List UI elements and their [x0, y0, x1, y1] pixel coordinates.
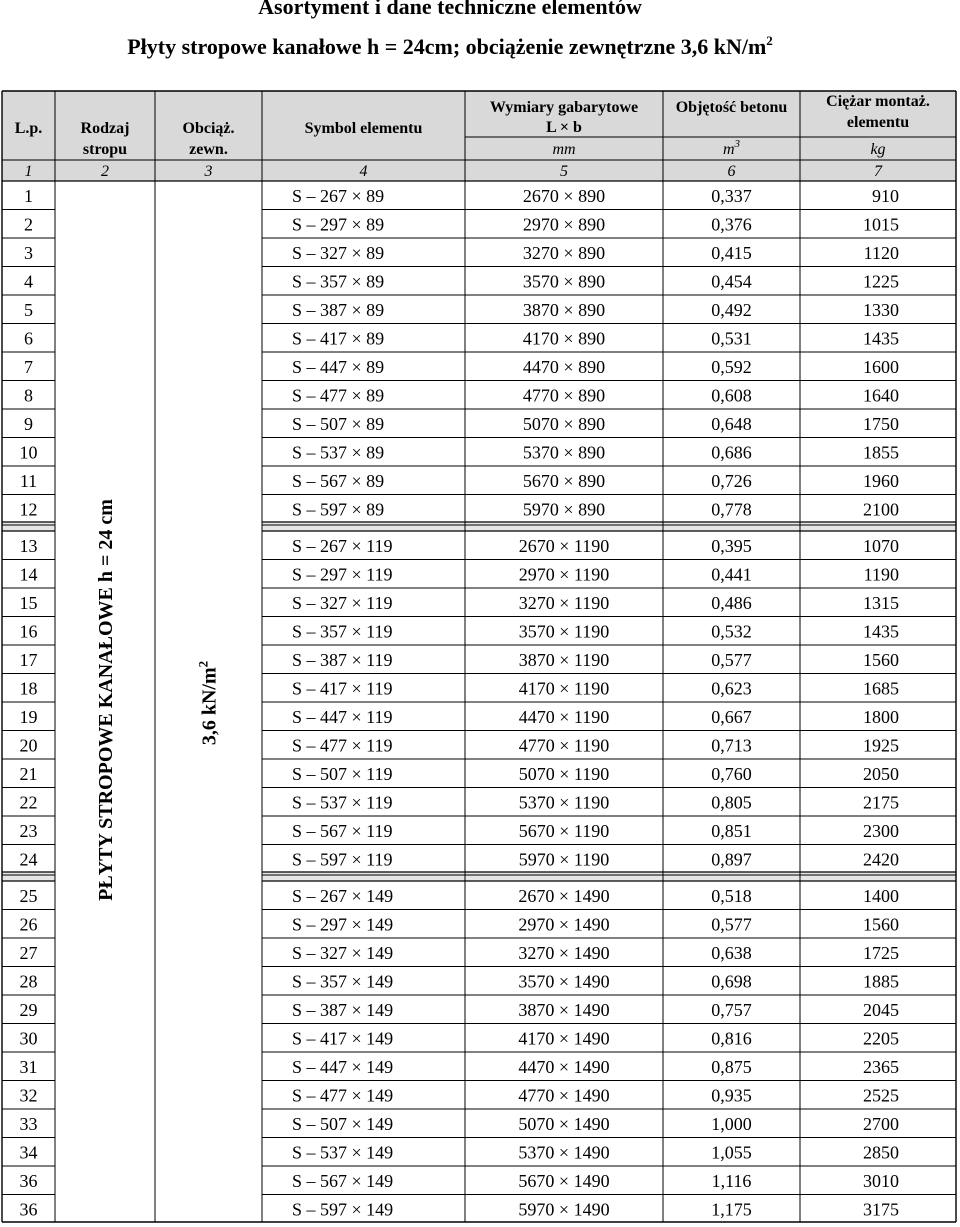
- merged-obciazenie: 3,6 $kN/m^2$: [195, 660, 221, 746]
- row-lp: 3: [24, 243, 33, 263]
- row-ciezar: 2100: [863, 499, 899, 520]
- row-lp: 27: [19, 943, 38, 963]
- header-obciaz-line1: Obciąż.: [182, 120, 235, 137]
- row-lp: 5: [24, 300, 33, 320]
- row-wymiary: 5670 × 890: [522, 471, 606, 491]
- row-symbol: S – 387 × 149: [292, 1000, 394, 1020]
- row-wymiary: 2670 × 1190: [518, 536, 610, 556]
- row-lp: 19: [19, 707, 38, 727]
- row-symbol: S – 507 × 89: [292, 414, 385, 434]
- row-lp: 21: [19, 764, 38, 784]
- row-wymiary: 4770 × 890: [522, 385, 606, 406]
- row-lp: 10: [19, 442, 38, 463]
- row-wymiary: 5370 × 1490: [518, 1142, 610, 1163]
- row-symbol: S – 567 × 149: [292, 1171, 394, 1191]
- header-unit-kg: kg: [870, 141, 886, 158]
- row-objetosc: 0,667: [711, 707, 752, 727]
- row-wymiary: 2970 × 1490: [518, 914, 610, 935]
- row-wymiary: 4170 × 890: [522, 328, 606, 349]
- header-ciezar-line2: elementu: [846, 114, 910, 131]
- row-symbol: S – 297 × 149: [292, 914, 394, 935]
- row-lp: 2: [24, 214, 33, 235]
- row-wymiary: 4770 × 1490: [518, 1085, 610, 1106]
- group-separator-band: [262, 522, 956, 531]
- row-lp: 36: [19, 1199, 38, 1220]
- row-lp: 4: [24, 271, 33, 292]
- row-symbol: S – 477 × 119: [292, 735, 393, 756]
- row-wymiary: 5670 × 1490: [518, 1171, 610, 1191]
- row-wymiary: 4770 × 1190: [518, 735, 610, 756]
- row-symbol: S – 507 × 149: [292, 1114, 394, 1134]
- row-ciezar: 2050: [863, 764, 899, 784]
- row-objetosc: 0,441: [711, 564, 752, 585]
- row-objetosc: 0,726: [711, 471, 752, 491]
- row-objetosc: 1,055: [711, 1142, 752, 1163]
- header-rodzaj-line1: Rodzaj: [80, 120, 130, 137]
- row-lp: 17: [19, 650, 38, 670]
- column-number: 1: [24, 163, 33, 180]
- row-symbol: S – 447 × 89: [292, 357, 385, 377]
- row-lp: 26: [19, 914, 38, 935]
- row-ciezar: 1435: [863, 328, 899, 349]
- row-ciezar: 1120: [863, 243, 899, 263]
- header-wymiary-line2: L × b: [546, 119, 582, 136]
- row-lp: 15: [19, 593, 38, 613]
- column-number: 7: [874, 163, 882, 180]
- row-symbol: S – 537 × 119: [292, 792, 393, 813]
- row-symbol: S – 327 × 89: [292, 243, 385, 263]
- column-number: 2: [101, 163, 109, 180]
- row-lp: 1: [24, 186, 33, 206]
- row-symbol: S – 597 × 149: [292, 1199, 394, 1220]
- column-number: 4: [359, 163, 368, 180]
- row-ciezar: 1560: [863, 650, 899, 670]
- row-objetosc: 0,638: [711, 943, 752, 963]
- row-wymiary: 3270 × 1190: [518, 593, 610, 613]
- row-objetosc: 0,816: [711, 1028, 752, 1049]
- row-symbol: S – 507 × 119: [292, 764, 393, 784]
- header-wymiary-line1: Wymiary gabarytowe: [489, 99, 639, 116]
- row-lp: 13: [19, 536, 38, 556]
- row-lp: 30: [19, 1028, 38, 1049]
- row-objetosc: 0,531: [711, 328, 752, 349]
- row-wymiary: 5370 × 1190: [518, 792, 610, 813]
- row-ciezar: 2205: [863, 1028, 899, 1049]
- row-lp: 9: [24, 414, 33, 434]
- row-objetosc: 0,492: [711, 300, 752, 320]
- row-wymiary: 5070 × 890: [522, 414, 606, 434]
- row-symbol: S – 387 × 89: [292, 300, 385, 320]
- row-symbol: S – 597 × 89: [292, 499, 385, 520]
- row-lp: 6: [24, 328, 33, 349]
- column-number: 5: [560, 163, 568, 180]
- row-ciezar: 3010: [863, 1171, 899, 1191]
- row-symbol: S – 447 × 119: [292, 707, 393, 727]
- row-symbol: S – 417 × 119: [292, 678, 393, 699]
- row-ciezar: 1400: [863, 886, 899, 906]
- row-symbol: S – 267 × 149: [292, 886, 394, 906]
- row-ciezar: 1855: [863, 442, 899, 463]
- row-objetosc: 0,778: [711, 499, 752, 520]
- header-unit-m3: $m^3$: [722, 138, 741, 158]
- row-symbol: S – 537 × 89: [292, 442, 385, 463]
- row-wymiary: 5970 × 1490: [518, 1199, 610, 1220]
- row-symbol: S – 447 × 149: [292, 1057, 394, 1077]
- row-symbol: S – 567 × 89: [292, 471, 385, 491]
- row-objetosc: 0,577: [711, 914, 752, 935]
- row-wymiary: 5970 × 1190: [518, 849, 610, 870]
- row-ciezar: 910: [872, 186, 899, 206]
- row-ciezar: 1800: [863, 707, 899, 727]
- row-lp: 14: [19, 564, 38, 585]
- header-rodzaj-line2: stropu: [82, 141, 128, 158]
- row-ciezar: 1330: [863, 300, 899, 320]
- header-ciezar-line1: Ciężar montaż.: [826, 93, 930, 110]
- row-symbol: S – 477 × 149: [292, 1085, 394, 1106]
- row-lp: 18: [19, 678, 38, 699]
- row-symbol: S – 357 × 149: [292, 971, 394, 992]
- row-lp: 34: [19, 1142, 38, 1163]
- row-objetosc: 0,532: [711, 621, 752, 642]
- row-wymiary: 3270 × 890: [522, 243, 606, 263]
- row-lp: 32: [19, 1085, 38, 1106]
- row-lp: 31: [19, 1057, 38, 1077]
- row-symbol: S – 597 × 119: [292, 849, 393, 870]
- row-objetosc: 0,376: [711, 214, 752, 235]
- row-wymiary: 4170 × 1490: [518, 1028, 610, 1049]
- row-lp: 7: [24, 357, 33, 377]
- header-obciaz-line2: zewn.: [189, 141, 228, 158]
- row-ciezar: 1560: [863, 914, 899, 935]
- row-objetosc: 1,000: [711, 1114, 752, 1134]
- row-lp: 33: [19, 1114, 38, 1134]
- row-objetosc: 0,454: [711, 271, 752, 292]
- row-objetosc: 0,897: [711, 849, 752, 870]
- header-objetosc: Objętość betonu: [675, 99, 788, 116]
- row-objetosc: 0,415: [711, 243, 752, 263]
- subtitle-text: Płyty stropowe kanałowe h = 24cm; obciążenie zewnętrzne 3,6 kN/m: [127, 34, 767, 59]
- row-objetosc: 0,608: [711, 385, 752, 406]
- row-lp: 16: [19, 621, 38, 642]
- row-ciezar: 2300: [863, 821, 899, 841]
- row-objetosc: 0,486: [711, 593, 752, 613]
- row-ciezar: 1435: [863, 621, 899, 642]
- row-ciezar: 2045: [863, 1000, 899, 1020]
- row-ciezar: 2175: [863, 792, 899, 813]
- row-symbol: S – 417 × 149: [292, 1028, 394, 1049]
- row-wymiary: 4470 × 1190: [518, 707, 610, 727]
- row-ciezar: 2850: [863, 1142, 899, 1163]
- row-ciezar: 1070: [863, 536, 899, 556]
- row-ciezar: 1600: [863, 357, 899, 377]
- row-symbol: S – 357 × 89: [292, 271, 385, 292]
- row-symbol: S – 327 × 149: [292, 943, 394, 963]
- row-wymiary: 5970 × 890: [522, 499, 606, 520]
- row-wymiary: 3570 × 1190: [518, 621, 610, 642]
- row-objetosc: 0,875: [711, 1057, 752, 1077]
- group-separator-band: [2, 872, 55, 881]
- row-wymiary: 2670 × 890: [522, 186, 606, 206]
- row-ciezar: 1225: [863, 271, 899, 292]
- row-objetosc: 1,175: [711, 1199, 752, 1220]
- row-ciezar: 1685: [863, 678, 899, 699]
- row-ciezar: 1885: [863, 971, 899, 992]
- row-wymiary: 5370 × 890: [522, 442, 606, 463]
- row-wymiary: 3570 × 1490: [518, 971, 610, 992]
- row-symbol: S – 297 × 89: [292, 214, 385, 235]
- row-wymiary: 4470 × 890: [522, 357, 606, 377]
- row-wymiary: 3870 × 890: [522, 300, 606, 320]
- group-separator-band: [2, 522, 55, 531]
- row-symbol: S – 567 × 119: [292, 821, 393, 841]
- row-wymiary: 5670 × 1190: [518, 821, 610, 841]
- row-objetosc: 0,713: [711, 735, 752, 756]
- row-objetosc: 0,395: [711, 536, 752, 556]
- row-symbol: S – 417 × 89: [292, 328, 385, 349]
- row-lp: 25: [19, 886, 38, 906]
- row-symbol: S – 537 × 149: [292, 1142, 394, 1163]
- row-objetosc: 0,760: [711, 764, 752, 784]
- row-objetosc: 0,935: [711, 1085, 752, 1106]
- header-unit-mm: mm: [552, 141, 576, 158]
- row-lp: 11: [19, 471, 38, 491]
- header-symbol: Symbol elementu: [304, 120, 423, 137]
- row-objetosc: 0,337: [711, 186, 752, 206]
- row-ciezar: 1315: [863, 593, 899, 613]
- row-lp: 8: [24, 385, 33, 406]
- row-objetosc: 0,592: [711, 357, 752, 377]
- row-lp: 36: [19, 1171, 38, 1191]
- row-wymiary: 2670 × 1490: [518, 886, 610, 906]
- row-objetosc: 0,623: [711, 678, 752, 699]
- row-ciezar: 1015: [863, 214, 899, 235]
- merged-rodzaj-stropu: PŁYTY STROPOWE KANAŁOWE h = 24 cm: [95, 499, 117, 901]
- row-ciezar: 2365: [863, 1057, 899, 1077]
- row-wymiary: 4470 × 1490: [518, 1057, 610, 1077]
- row-objetosc: 0,686: [711, 442, 752, 463]
- row-lp: 29: [19, 1000, 38, 1020]
- row-wymiary: 3570 × 890: [522, 271, 606, 292]
- row-wymiary: 2970 × 1190: [518, 564, 610, 585]
- row-objetosc: 1,116: [711, 1171, 752, 1191]
- row-ciezar: 2700: [863, 1114, 899, 1134]
- row-lp: 24: [19, 849, 38, 870]
- row-symbol: S – 477 × 89: [292, 385, 385, 406]
- row-ciezar: 1925: [863, 735, 899, 756]
- row-ciezar: 3175: [863, 1199, 899, 1220]
- row-lp: 20: [19, 735, 38, 756]
- row-objetosc: 0,577: [711, 650, 752, 670]
- row-symbol: S – 267 × 119: [292, 536, 393, 556]
- row-ciezar: 1750: [863, 414, 899, 434]
- group-separator-band: [262, 872, 956, 881]
- row-symbol: S – 387 × 119: [292, 650, 393, 670]
- row-ciezar: 2525: [863, 1085, 899, 1106]
- subtitle-superscript: 2: [766, 33, 773, 48]
- row-lp: 12: [19, 499, 38, 520]
- row-wymiary: 4170 × 1190: [518, 678, 610, 699]
- row-wymiary: 3270 × 1490: [518, 943, 610, 963]
- column-number: 3: [204, 163, 213, 180]
- row-ciezar: 2420: [863, 849, 899, 870]
- row-objetosc: 0,851: [711, 821, 752, 841]
- page-title: Asortyment i dane techniczne elementów: [258, 0, 642, 19]
- row-wymiary: 2970 × 890: [522, 214, 606, 235]
- row-wymiary: 3870 × 1190: [518, 650, 610, 670]
- row-symbol: S – 327 × 119: [292, 593, 393, 613]
- row-objetosc: 0,518: [711, 886, 752, 906]
- row-lp: 22: [19, 792, 38, 813]
- row-ciezar: 1960: [863, 471, 899, 491]
- row-wymiary: 5070 × 1490: [518, 1114, 610, 1134]
- row-lp: 28: [19, 971, 38, 992]
- row-symbol: S – 297 × 119: [292, 564, 393, 585]
- row-ciezar: 1190: [863, 564, 899, 585]
- column-number: 6: [727, 163, 736, 180]
- row-lp: 23: [19, 821, 38, 841]
- row-symbol: S – 357 × 119: [292, 621, 393, 642]
- row-wymiary: 3870 × 1490: [518, 1000, 610, 1020]
- row-objetosc: 0,805: [711, 792, 752, 813]
- row-objetosc: 0,757: [711, 1000, 752, 1020]
- row-ciezar: 1725: [863, 943, 899, 963]
- row-ciezar: 1640: [863, 385, 899, 406]
- row-wymiary: 5070 × 1190: [518, 764, 610, 784]
- header-lp: L.p.: [14, 120, 43, 137]
- row-symbol: S – 267 × 89: [292, 186, 385, 206]
- row-objetosc: 0,648: [711, 414, 752, 434]
- header-background: [2, 91, 956, 181]
- row-objetosc: 0,698: [711, 971, 752, 992]
